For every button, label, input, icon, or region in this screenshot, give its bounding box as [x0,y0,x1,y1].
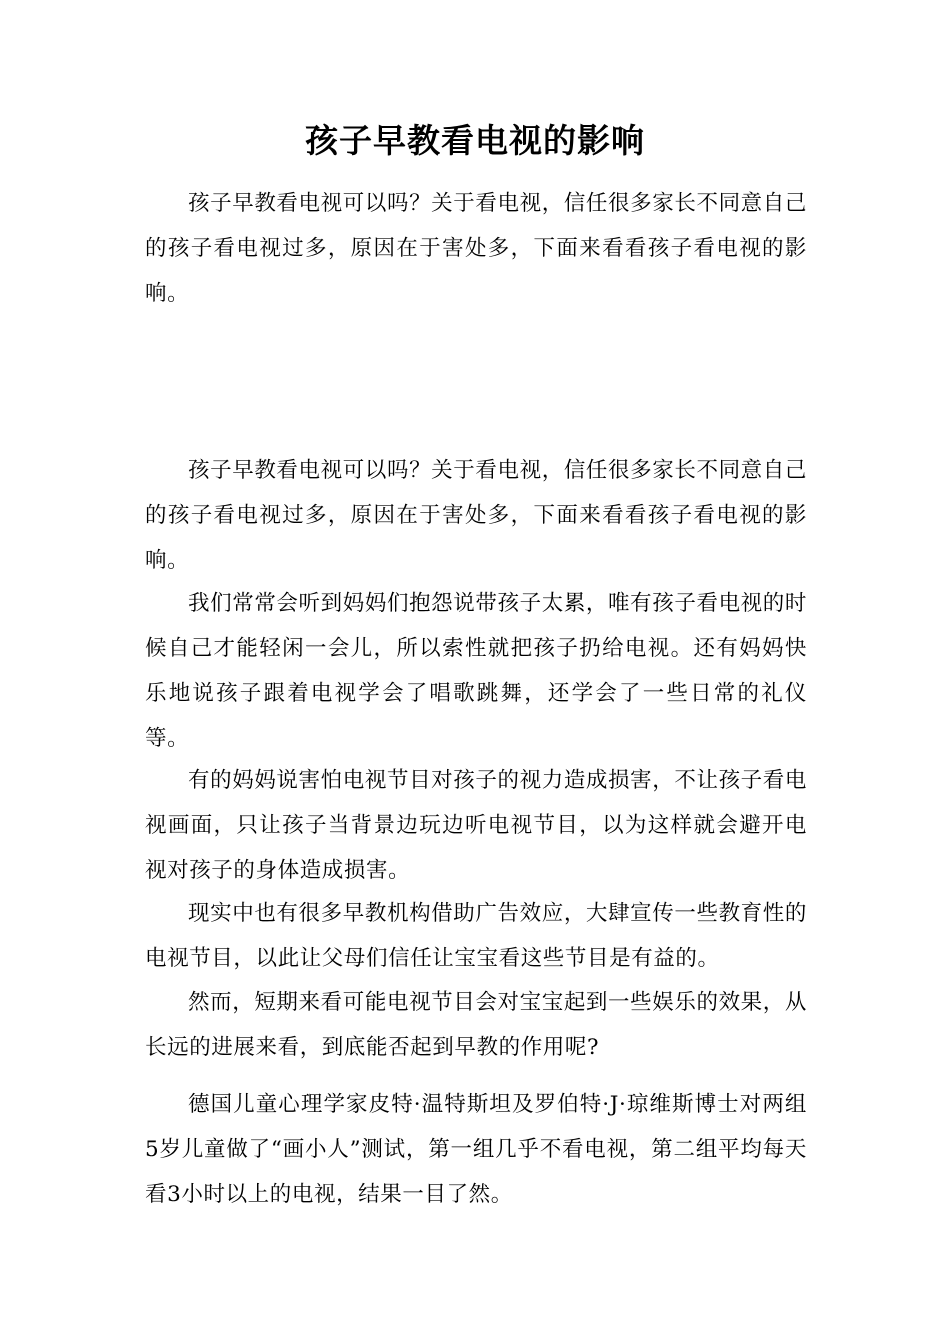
paragraph-long-term-question: 然而，短期来看可能电视节目会对宝宝起到一些娱乐的效果，从长远的进展来看，到底能否起到早教的作用呢? [145,990,807,1060]
document-title: 孩子早教看电视的影响 [305,121,645,160]
paragraph-intro: 孩子早教看电视可以吗？关于看电视，信任很多家长不同意自己的孩子看电视过多，原因在于害处多，下面来看看孩子看电视的影响。 [145,191,807,306]
paragraph-mothers-complain: 我们常常会听到妈妈们抱怨说带孩子太累，唯有孩子看电视的时候自己才能轻闲一会儿，所以索性就把孩子扔给电视。还有妈妈快乐地说孩子跟着电视学会了唱歌跳舞，还学会了一些日常的礼仪等。 [145,591,807,751]
paragraph-early-education-ads: 现实中也有很多早教机构借助广告效应，大肆宣传一些教育性的电视节目，以此让父母们信任让宝宝看这些节目是有益的。 [145,901,807,971]
paragraph-intro-repeat: 孩子早教看电视可以吗？关于看电视，信任很多家长不同意自己的孩子看电视过多，原因在于害处多，下面来看看孩子看电视的影响。 [145,458,807,573]
paragraph-drawing-test: 德国儿童心理学家皮特·温特斯坦及罗伯特·J·琼维斯博士对两组5岁儿童做了“画小人”测试，第一组几乎不看电视，第二组平均每天看3小时以上的电视，结果一目了然。 [145,1092,807,1207]
paragraph-vision-damage: 有的妈妈说害怕电视节目对孩子的视力造成损害，不让孩子看电视画面，只让孩子当背景边玩边听电视节目，以为这样就会避开电视对孩子的身体造成损害。 [145,768,807,883]
